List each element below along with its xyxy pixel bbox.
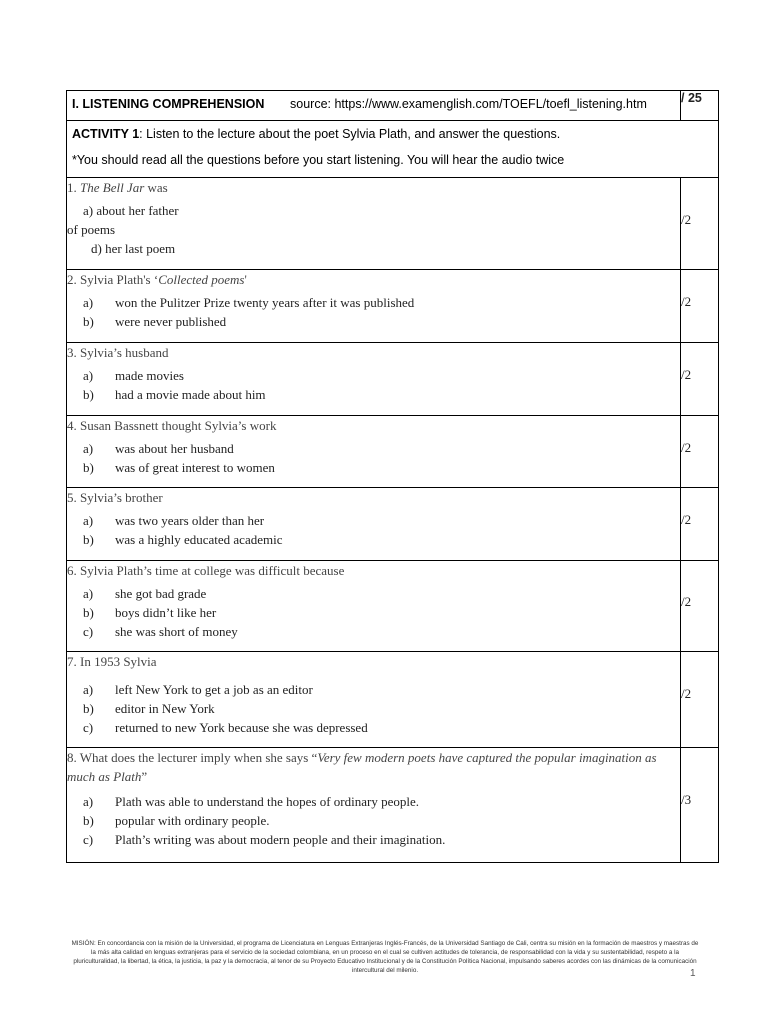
question-6 (67, 561, 681, 652)
question-stem: 3. Sylvia’s husband (67, 345, 169, 360)
option-b[interactable]: b) had a movie made about him (83, 387, 266, 402)
option-a[interactable]: a) was two years older than her (83, 513, 265, 528)
option-c[interactable]: c) she was short of money (83, 624, 238, 639)
question-stem: 4. Susan Bassnett thought Sylvia’s work (67, 418, 277, 433)
source-link[interactable]: source: https://www.examenglish.com/TOEFL/toefl_listening.htm (290, 97, 647, 111)
activity-instructions (67, 121, 719, 178)
question-3 (67, 343, 681, 416)
question-points: /2 (681, 561, 719, 652)
question-stem: 8. What does the lecturer imply when she says “Very few modern poets have captured the popular imagination as much as Plath” (67, 750, 657, 784)
option-b[interactable]: b) were never published (83, 314, 227, 329)
option-b[interactable]: b) popular with ordinary people. (83, 813, 270, 828)
mission-statement: MISIÓN: En concordancia con la misión de la Universidad, el programa de Licenciatura en Lenguas Extranjeras Inglés-Francés, de la Universidad Santiago de Cali, centra su misión en la formación de maestros y maestras de la más alta calidad en lenguas extranjeras para el servicio de la sociedad colombiana, en un proceso en el cual se cultiven actitudes de tolerancia, de responsabilidad con la vida y su sustentabilidad, respeto a la pluriculturalidad, la libertad, la ética, la justicia, la paz y la democracia, al tenor de su Proyecto Educativo Institucional y de la Constitución Política Nacional, impulsando saberes acordes con las dinámicas de la comunicación intercultural del milenio. (71, 940, 699, 974)
question-stem: 5. Sylvia’s brother (67, 490, 163, 505)
option-a[interactable]: a) was about her husband (83, 441, 234, 456)
option-a[interactable]: a) about her father (83, 203, 179, 218)
question-points: /2 (681, 416, 719, 488)
question-1 (67, 178, 681, 270)
option-b[interactable]: b) was of great interest to women (83, 460, 275, 475)
option-b[interactable]: b) was a highly educated academic (83, 532, 283, 547)
section-header (67, 91, 681, 121)
option-c[interactable]: c) returned to new York because she was depressed (83, 720, 368, 735)
question-4 (67, 416, 681, 488)
listening-worksheet (66, 90, 719, 863)
option-a[interactable]: a) made movies (83, 368, 184, 383)
question-points: /2 (681, 343, 719, 416)
option-a[interactable]: a) left New York to get a job as an editor (83, 682, 313, 697)
question-points: /2 (681, 488, 719, 561)
option-c[interactable]: c) Plath’s writing was about modern people and their imagination. (83, 832, 446, 847)
page-number: 1 (690, 968, 696, 979)
question-points: /3 (681, 748, 719, 863)
activity-label: ACTIVITY 1 (72, 127, 140, 141)
question-2 (67, 270, 681, 343)
option-a[interactable]: a) she got bad grade (83, 586, 207, 601)
question-7 (67, 652, 681, 748)
option-b[interactable]: b) editor in New York (83, 701, 215, 716)
section-title: I. LISTENING COMPREHENSION (72, 97, 265, 111)
total-score: / 25 (681, 91, 719, 121)
activity-note: *You should read all the questions before you start listening. You will hear the audio twice (72, 153, 565, 167)
activity-instruction: : Listen to the lecture about the poet Sylvia Plath, and answer the questions. (139, 127, 561, 141)
question-stem: 1. The Bell Jar was (67, 180, 168, 195)
option-b[interactable]: b) boys didn’t like her (83, 605, 217, 620)
option-c-fragment[interactable]: of poems (67, 222, 116, 237)
question-stem: 6. Sylvia Plath’s time at college was difficult because (67, 563, 345, 578)
option-d[interactable]: d) her last poem (91, 241, 176, 256)
option-a[interactable]: a) won the Pulitzer Prize twenty years after it was published (83, 295, 415, 310)
question-points: /2 (681, 652, 719, 748)
question-8 (67, 748, 681, 863)
question-5 (67, 488, 681, 561)
question-stem: 2. Sylvia Plath's ‘Collected poems' (67, 272, 247, 287)
question-stem: 7. In 1953 Sylvia (67, 654, 157, 669)
question-points: /2 (681, 270, 719, 343)
option-a[interactable]: a) Plath was able to understand the hopes of ordinary people. (83, 794, 419, 809)
question-points: /2 (681, 178, 719, 270)
